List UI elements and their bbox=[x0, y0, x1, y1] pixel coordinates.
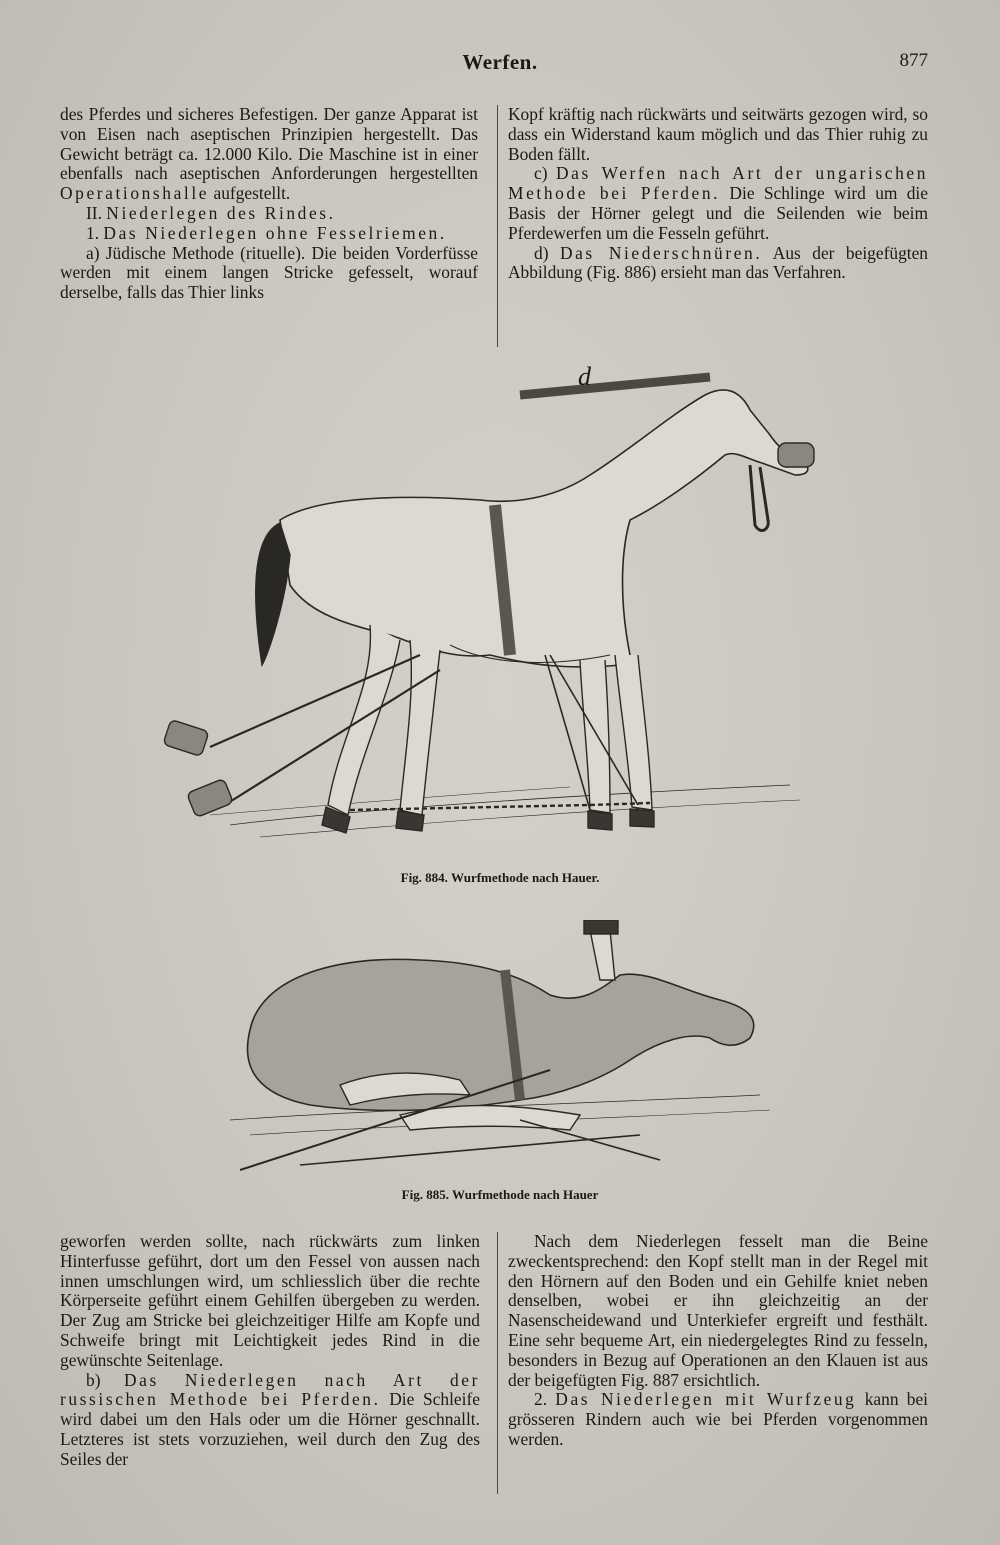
top-left-column bbox=[60, 105, 478, 303]
top-right-column bbox=[508, 105, 928, 283]
paragraph: Nach dem Niederlegen fesselt man die Beine zweckentsprechend: den Kopf stellt man in der Regel mit den Hörnern auf den Boden und ein Gehilfe kniet neben denselben, wobei er ihn gleichzeitig an der Nasenscheidewand und Unterkiefer ergreift und festhält. Eine sehr bequeme Art, ein niedergelegtes Rind zu fesseln, besonders in Bezug auf Operationen an den Klauen ist aus der beigefügten Fig. 887 ersichtlich. bbox=[508, 1231, 928, 1390]
paragraph: a) Jüdische Methode (rituelle). Die beiden Vorderfüsse werden mit einem langen Stricke gefesselt, worauf derselbe, falls das Thier links bbox=[60, 242, 478, 303]
column-divider bbox=[497, 1232, 498, 1494]
paragraph: c) Das Werfen nach Art der ungarischen Methode bei Pferden. Die Schlinge wird um die Basis der Hörner gelegt und die Seilenden wie beim Pferdewerfen um die Fesseln geführt. bbox=[508, 163, 929, 243]
page-number: 877 bbox=[899, 50, 928, 71]
figure-884-standing-horse bbox=[150, 355, 840, 855]
column-divider bbox=[497, 105, 498, 347]
figure-885-caption: Fig. 885. Wurfmethode nach Hauer bbox=[401, 1187, 599, 1202]
bottom-right-column bbox=[508, 1232, 928, 1450]
bottom-left-column bbox=[60, 1232, 480, 1470]
paragraph: Kopf kräftig nach rückwärts und seitwärts gezogen wird, so dass ein Widerstand kaum möglich und das Thier ruhig zu Boden fällt. bbox=[508, 104, 928, 164]
running-title: Werfen. bbox=[462, 50, 538, 74]
figure-letter: d bbox=[578, 362, 591, 391]
paragraph: des Pferdes und sicheres Befestigen. Der ganze Apparat ist von Eisen nach aseptischen Prinzipien hergestellt. Das Gewicht beträgt ca. 12.000 Kilo. Die Maschine ist in einer ebenfalls nach aseptischen Anforderungen hergestellten Operationshalle aufgestellt. bbox=[60, 104, 478, 204]
paragraph: geworfen werden sollte, nach rückwärts zum linken Hinterfusse geführt, dort um den Fessel von aussen nach innen umschlungen wird, um schliesslich über die rechte Körperseite geführt einem Gehilfen übergeben zu werden. Der Zug am Stricke bei gleichzeitiger Hilfe am Kopfe und Schweife bringt mit Leichtigkeit jedes Rind in die gewünschte Seitenlage. bbox=[60, 1231, 480, 1370]
paragraph: 2. Das Niederlegen mit Wurfzeug kann bei grösseren Rindern auch wie bei Pferden vorgenommen werden. bbox=[508, 1389, 928, 1449]
subsection-heading: 1. Das Niederlegen ohne Fesselriemen. bbox=[86, 222, 447, 243]
paragraph: d) Das Niederschnüren. Aus der beigefügten Abbildung (Fig. 886) ersieht man das Verfahren. bbox=[508, 242, 929, 283]
figure-884-caption: Fig. 884. Wurfmethode nach Hauer. bbox=[400, 870, 600, 885]
paragraph: b) Das Niederlegen nach Art der russischen Methode bei Pferden. Die Schleife wird dabei um den Hals oder um die Hörner geschnallt. Letzteres ist stets vorzuziehen, weil durch den Zug des Seiles der bbox=[60, 1369, 480, 1469]
figure-885-lying-horse bbox=[220, 920, 780, 1180]
section-heading: II. Niederlegen des Rindes. bbox=[86, 202, 336, 223]
